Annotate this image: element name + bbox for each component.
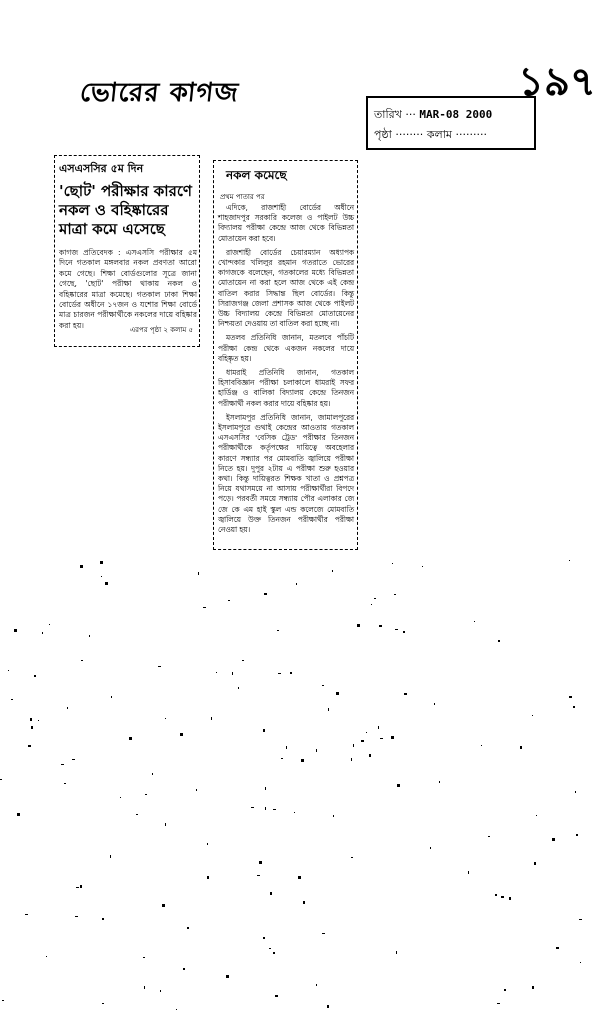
continued-from-label: প্রথম পাতার পর xyxy=(220,193,265,201)
scan-speck xyxy=(275,995,278,997)
scan-speck xyxy=(143,957,145,958)
scan-speck xyxy=(102,918,104,920)
scan-speck xyxy=(403,631,405,633)
scan-speck xyxy=(351,857,353,858)
scan-speck xyxy=(481,745,482,746)
scan-speck xyxy=(110,855,111,858)
scan-speck xyxy=(532,986,534,989)
scan-speck xyxy=(165,823,166,826)
scan-speck xyxy=(498,640,500,642)
scan-speck xyxy=(404,693,407,695)
scan-speck xyxy=(198,572,199,575)
scan-speck xyxy=(366,732,367,733)
scan-speck xyxy=(31,726,33,729)
main-article-clipping xyxy=(54,155,200,347)
scan-speck xyxy=(144,986,145,989)
scan-speck xyxy=(238,687,239,689)
scan-speck xyxy=(351,758,352,761)
scan-speck xyxy=(357,624,360,627)
article-headline: 'ছোট' পরীক্ষার কারণে নকল ও বহিষ্কারের মাত্রা কমে এসেছে xyxy=(59,182,192,238)
scan-speck xyxy=(290,672,292,674)
scan-speck xyxy=(380,738,383,739)
scan-speck xyxy=(17,813,20,816)
scan-speck xyxy=(322,685,324,686)
scan-speck xyxy=(468,871,469,874)
scan-speck xyxy=(76,887,79,888)
scan-speck xyxy=(397,784,400,787)
scan-speck xyxy=(374,598,376,599)
scan-speck xyxy=(251,807,254,808)
scan-speck xyxy=(120,797,121,798)
article-lead-text: কাগজ প্রতিবেদক : এসএসসি পরীক্ষার ৫ম দিনে গতকাল মঙ্গলবার নকল প্রবণতা আরো কমে গেছে। শিক্ষা বোর্ডগুলোর সূত্রে জানা গেছে, 'ছোট' পরীক্ষা থাকায় নকল ও বহিষ্কারের মাত্রা কমেছে। গতকাল ঢাকা শিক্ষা বোর্ডের অধীনে ১৭জন ও যশোর শিক্ষা বোর্ডে মাত্র চারজন পরীক্ষার্থীকে নকলের দায়ে বহিষ্কার করা হয়। xyxy=(59,248,197,330)
date-value: MAR-08 2000 xyxy=(419,108,493,121)
scan-speck xyxy=(61,764,64,765)
article-paragraph: ইসলামপুর প্রতিনিধি জানান, জামালপুরের ইসলামপুরে গুথাই কেন্দ্রের আওতায় গতকাল এসএসসির 'বেসিক ট্রেড' পরীক্ষার তিনজন পরীক্ষার্থীকে কর্তৃপক্ষের দায়িত্বে অবহেলার কারণে সন্ধ্যার পর মোমবাতি জ্বালিয়ে পরীক্ষা নিতে হয়। দুপুর ২টায় এ পরীক্ষা শুরু হওয়ার কথা। কিন্তু দায়িত্বরত শিক্ষক খাতা ও প্রশ্নপত্র নিয়ে যথাসময়ে না আসায় পরীক্ষার্থীরা বিপদে পড়ে। পরবর্তী সময়ে সন্ধ্যায় পৌর এলাকার জে জে কে এম হাই স্কুল এন্ড কলেজে মোমবাতি জ্বালিয়ে উক্ত তিনজন পরীক্ষার্থীর পরীক্ষা নেওয়া হয়। xyxy=(218,412,354,535)
scan-speck xyxy=(270,892,272,895)
article-paragraph: রাজশাহী বোর্ডের চেয়ারম্যান অধ্যাপক খোন্দকার খলিলুর রহমান গতরাতে ভোরের কাগজকে বলেছেন, গতকালের মধ্যে বিভিন্নতা মোতায়েন না করা হলে আজ থেকে এই কেন্দ্র বাতিল করার সিদ্ধান্ত ছিল বোর্ডের। কিন্তু সিরাজগঞ্জ জেলা প্রশাসক আজ থেকে পাইলট উচ্চ বিদ্যালয় কেন্দ্রে বিভিন্নতা মোতায়েনের নিশ্চয়তা দেওয়ায় তা বাতিল করা হচ্ছে না। xyxy=(218,247,354,329)
article-paragraph: ধামরাই প্রতিনিধি জানান, গতকাল হিসাববিজ্ঞান পরীক্ষা চলাকালে ধামরাই সফর হার্ডিঞ্জ ও বালিকা বিদ্যালয় কেন্দ্রে তিনজন পরীক্ষার্থী নকল করার দায়ে বহিষ্কার হয়। xyxy=(218,368,354,408)
scan-speck xyxy=(336,692,339,695)
scan-speck xyxy=(573,706,575,708)
scan-speck xyxy=(392,563,393,564)
scan-speck xyxy=(102,1003,104,1004)
scan-speck xyxy=(361,740,364,742)
scan-speck xyxy=(536,815,537,816)
scan-speck xyxy=(333,815,334,817)
scan-speck xyxy=(232,672,233,675)
scan-speck xyxy=(303,901,305,904)
scan-speck xyxy=(180,733,183,736)
scan-speck xyxy=(80,885,82,888)
scan-speck xyxy=(203,607,206,608)
scan-speck xyxy=(263,937,265,939)
scan-speck xyxy=(532,715,533,716)
article-jump-line: এরপর পৃষ্ঠা ২ কলাম ৫ xyxy=(129,326,193,334)
scan-speck xyxy=(28,745,31,747)
scan-speck xyxy=(501,896,504,898)
scan-speck xyxy=(301,759,304,762)
scan-speck xyxy=(42,632,43,634)
scan-speck xyxy=(298,876,301,879)
scan-speck xyxy=(534,862,536,865)
article-paragraph: এদিকে, রাজশাহী বোর্ডের অধীনে শাহজাদপুর সরকারি কলেজ ও পাইলট উচ্চ বিদ্যালয় পরীক্ষা কেন্দ্রে আজ থেকে বিভিন্নতা মোতায়েন করা হবে। xyxy=(218,203,354,243)
scan-speck xyxy=(136,814,138,815)
scan-speck xyxy=(158,666,161,667)
scan-speck xyxy=(145,794,147,795)
scan-speck xyxy=(497,1003,500,1004)
scan-speck xyxy=(277,630,279,631)
scan-speck xyxy=(322,933,325,934)
scan-speck xyxy=(187,927,189,929)
column-label: কলাম xyxy=(426,128,453,141)
article-kicker: এসএসসির ৫ম দিন xyxy=(59,162,144,175)
scan-speck xyxy=(30,718,32,721)
scan-speck xyxy=(49,624,50,625)
article-paragraph: মতলব প্রতিনিধি জানান, মতলবে পাঁচটি পরীক্ষা কেন্দ্র থেকে একজন নকলের দায়ে বহিষ্কৃত হয়। xyxy=(218,333,354,363)
scan-speck xyxy=(14,629,17,632)
scan-speck xyxy=(183,968,185,970)
scan-speck xyxy=(273,809,276,810)
scan-speck xyxy=(395,629,398,630)
scan-speck xyxy=(38,720,39,721)
scan-speck xyxy=(226,975,229,978)
continued-article-clipping xyxy=(213,160,358,550)
scan-speck xyxy=(394,594,396,595)
scan-speck xyxy=(105,582,108,585)
page-number: ১৯৭ xyxy=(518,58,596,105)
scan-speck xyxy=(242,660,244,661)
date-stamp-box xyxy=(366,96,536,150)
scan-speck xyxy=(8,670,9,671)
scan-speck xyxy=(332,570,333,572)
scan-speck xyxy=(207,876,209,879)
scan-speck xyxy=(264,593,267,595)
newspaper-masthead: ভোরের কাগজ xyxy=(78,78,241,108)
scan-speck xyxy=(281,758,283,759)
scan-speck xyxy=(11,699,13,700)
scan-speck xyxy=(579,919,582,920)
scan-speck xyxy=(211,717,212,720)
scan-speck xyxy=(316,984,317,986)
continued-article-body xyxy=(218,203,354,539)
date-row: তারিখ ··· MAR-08 2000 xyxy=(374,108,493,121)
scan-speck xyxy=(552,838,555,841)
scan-speck xyxy=(378,726,379,729)
scan-speck xyxy=(25,914,28,915)
scan-speck xyxy=(257,875,260,876)
scan-speck xyxy=(509,897,511,900)
scan-speck xyxy=(265,787,266,790)
scan-speck xyxy=(439,781,440,783)
scan-speck xyxy=(391,736,394,739)
scan-speck xyxy=(580,962,581,963)
scan-speck xyxy=(286,746,287,749)
scan-speck xyxy=(67,707,68,709)
scan-speck xyxy=(327,1005,329,1008)
continued-article-title: নকল কমেছে xyxy=(226,168,287,182)
page-label: পৃষ্ঠা xyxy=(374,128,392,141)
scan-speck xyxy=(569,560,570,561)
scan-speck xyxy=(569,696,572,698)
scan-speck xyxy=(228,600,230,601)
scan-speck xyxy=(294,812,295,813)
scan-speck xyxy=(296,583,297,585)
scan-speck xyxy=(89,635,90,637)
scan-speck xyxy=(575,791,576,793)
scan-speck xyxy=(160,990,161,992)
scan-speck xyxy=(576,834,578,836)
scan-speck xyxy=(34,675,36,677)
scan-speck xyxy=(216,672,217,673)
scan-speck xyxy=(176,1009,177,1010)
scan-speck xyxy=(371,604,372,605)
scan-speck xyxy=(81,660,83,661)
scan-speck xyxy=(129,737,132,740)
scan-speck xyxy=(488,836,490,837)
date-label: তারিখ xyxy=(374,108,402,121)
scan-speck xyxy=(165,718,166,719)
scan-speck xyxy=(46,956,47,957)
scan-speck xyxy=(64,783,66,784)
scan-speck xyxy=(152,773,153,775)
scan-speck xyxy=(369,754,371,757)
scan-speck xyxy=(422,566,423,567)
scan-speck xyxy=(111,696,112,698)
scan-speck xyxy=(0,779,2,780)
scan-speck xyxy=(269,948,271,949)
page-column-row: পৃষ্ঠা ········ কলাম ········· xyxy=(374,128,487,141)
scan-speck xyxy=(207,843,208,845)
scan-speck xyxy=(353,744,354,747)
scan-speck xyxy=(72,759,75,760)
scan-speck xyxy=(265,807,266,810)
scan-speck xyxy=(259,861,262,864)
scan-speck xyxy=(101,576,102,577)
scan-speck xyxy=(162,904,165,907)
scan-speck xyxy=(434,703,435,705)
scan-speck xyxy=(379,625,382,627)
scan-speck xyxy=(2,1000,4,1001)
scan-speck xyxy=(520,746,522,749)
scan-speck xyxy=(75,916,78,917)
scan-speck xyxy=(100,561,103,564)
scan-speck xyxy=(278,673,281,674)
scan-speck xyxy=(80,565,83,568)
scan-speck xyxy=(316,749,317,752)
scan-speck xyxy=(504,989,506,991)
scan-speck xyxy=(556,947,559,949)
scan-speck xyxy=(263,729,265,732)
scan-speck xyxy=(474,621,475,622)
scan-speck xyxy=(196,789,197,791)
scan-speck xyxy=(328,708,329,711)
scan-speck xyxy=(495,894,497,896)
scan-speck xyxy=(273,952,275,954)
scan-speck xyxy=(430,847,431,849)
scan-speck xyxy=(396,951,397,954)
